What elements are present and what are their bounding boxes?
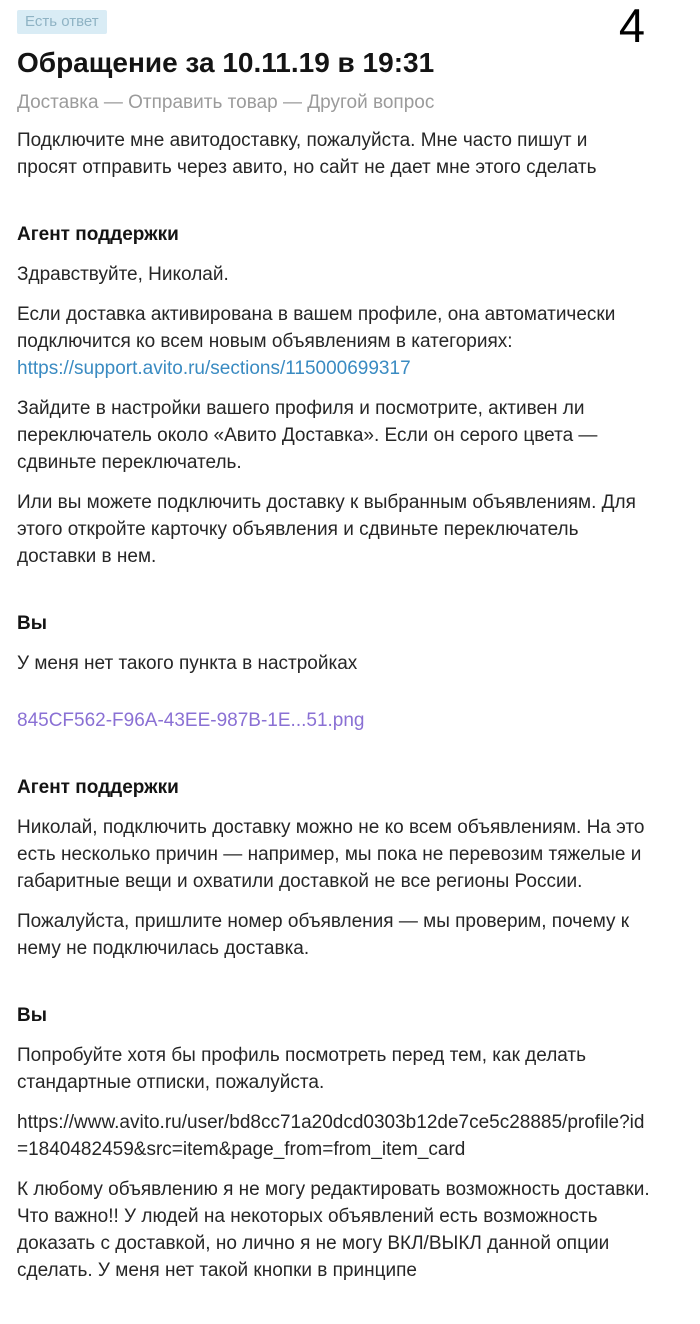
message-paragraph: Подключите мне авитодоставку, пожалуйста. Мне часто пишут и просят отправить через авито, но сайт не дает мне этого сделать — [17, 130, 597, 179]
message-paragraph: Здравствуйте, Николай. — [17, 264, 229, 286]
message-agent-1 — [17, 221, 652, 570]
message-author: Вы — [17, 1005, 47, 1027]
message-user-2 — [17, 1002, 652, 1284]
message-user-initial — [17, 127, 652, 181]
attachment-file-link[interactable]: 845CF562-F96A-43EE-987B-1E...51.png — [17, 710, 365, 732]
message-paragraph: У меня нет такого пункта в настройках — [17, 653, 358, 675]
message-user-1 — [17, 610, 652, 734]
message-paragraph — [17, 301, 652, 382]
message-paragraph: Пожалуйста, пришлите номер объявления — мы проверим, почему к нему не подключилась доставка. — [17, 911, 630, 960]
breadcrumb: Доставка — Отправить товар — Другой вопрос — [17, 92, 435, 114]
message-author: Вы — [17, 613, 47, 635]
message-paragraph: Николай, подключить доставку можно не ко всем объявлениям. На это есть несколько причин — например, мы пока не перевозим тяжелые и габаритные вещи и охватили доставкой не все регионы России. — [17, 817, 645, 893]
support-sections-link[interactable]: https://support.avito.ru/sections/115000699317 — [17, 358, 411, 380]
message-paragraph: Попробуйте хотя бы профиль посмотреть перед тем, как делать стандартные отписки, пожалуйста. — [17, 1045, 587, 1094]
message-author: Агент поддержки — [17, 224, 179, 246]
message-paragraph: Или вы можете подключить доставку к выбранным объявлениям. Для этого откройте карточку объявления и сдвиньте переключатель доставки в нем. — [17, 492, 636, 568]
page-title: Обращение за 10.11.19 в 19:31 — [17, 47, 435, 78]
message-paragraph: Зайдите в настройки вашего профиля и посмотрите, активен ли переключатель около «Авито Доставка». Если он серого цвета — сдвиньте переключатель. — [17, 398, 598, 474]
page-number: 4 — [618, 0, 645, 52]
message-author: Агент поддержки — [17, 777, 179, 799]
paragraph-text: Если доставка активирована в вашем профиле, она автоматически подключится ко всем новым объявлениям в категориях: — [17, 304, 616, 353]
attachment-row — [17, 707, 652, 734]
status-badge: Есть ответ — [17, 10, 107, 34]
profile-url-text: https://www.avito.ru/user/bd8cc71a20dcd0303b12de7ce5c28885/profile?id=1840482459&src=item&page_from=from_item_card — [17, 1112, 645, 1161]
message-paragraph: К любому объявлению я не могу редактировать возможность доставки. Что важно!! У людей на некоторых объявлений есть возможность доказать с доставкой, но лично я не могу ВКЛ/ВЫКЛ данной опции сделать. У меня нет такой кнопки в принципе — [17, 1179, 650, 1282]
message-agent-2 — [17, 774, 652, 962]
